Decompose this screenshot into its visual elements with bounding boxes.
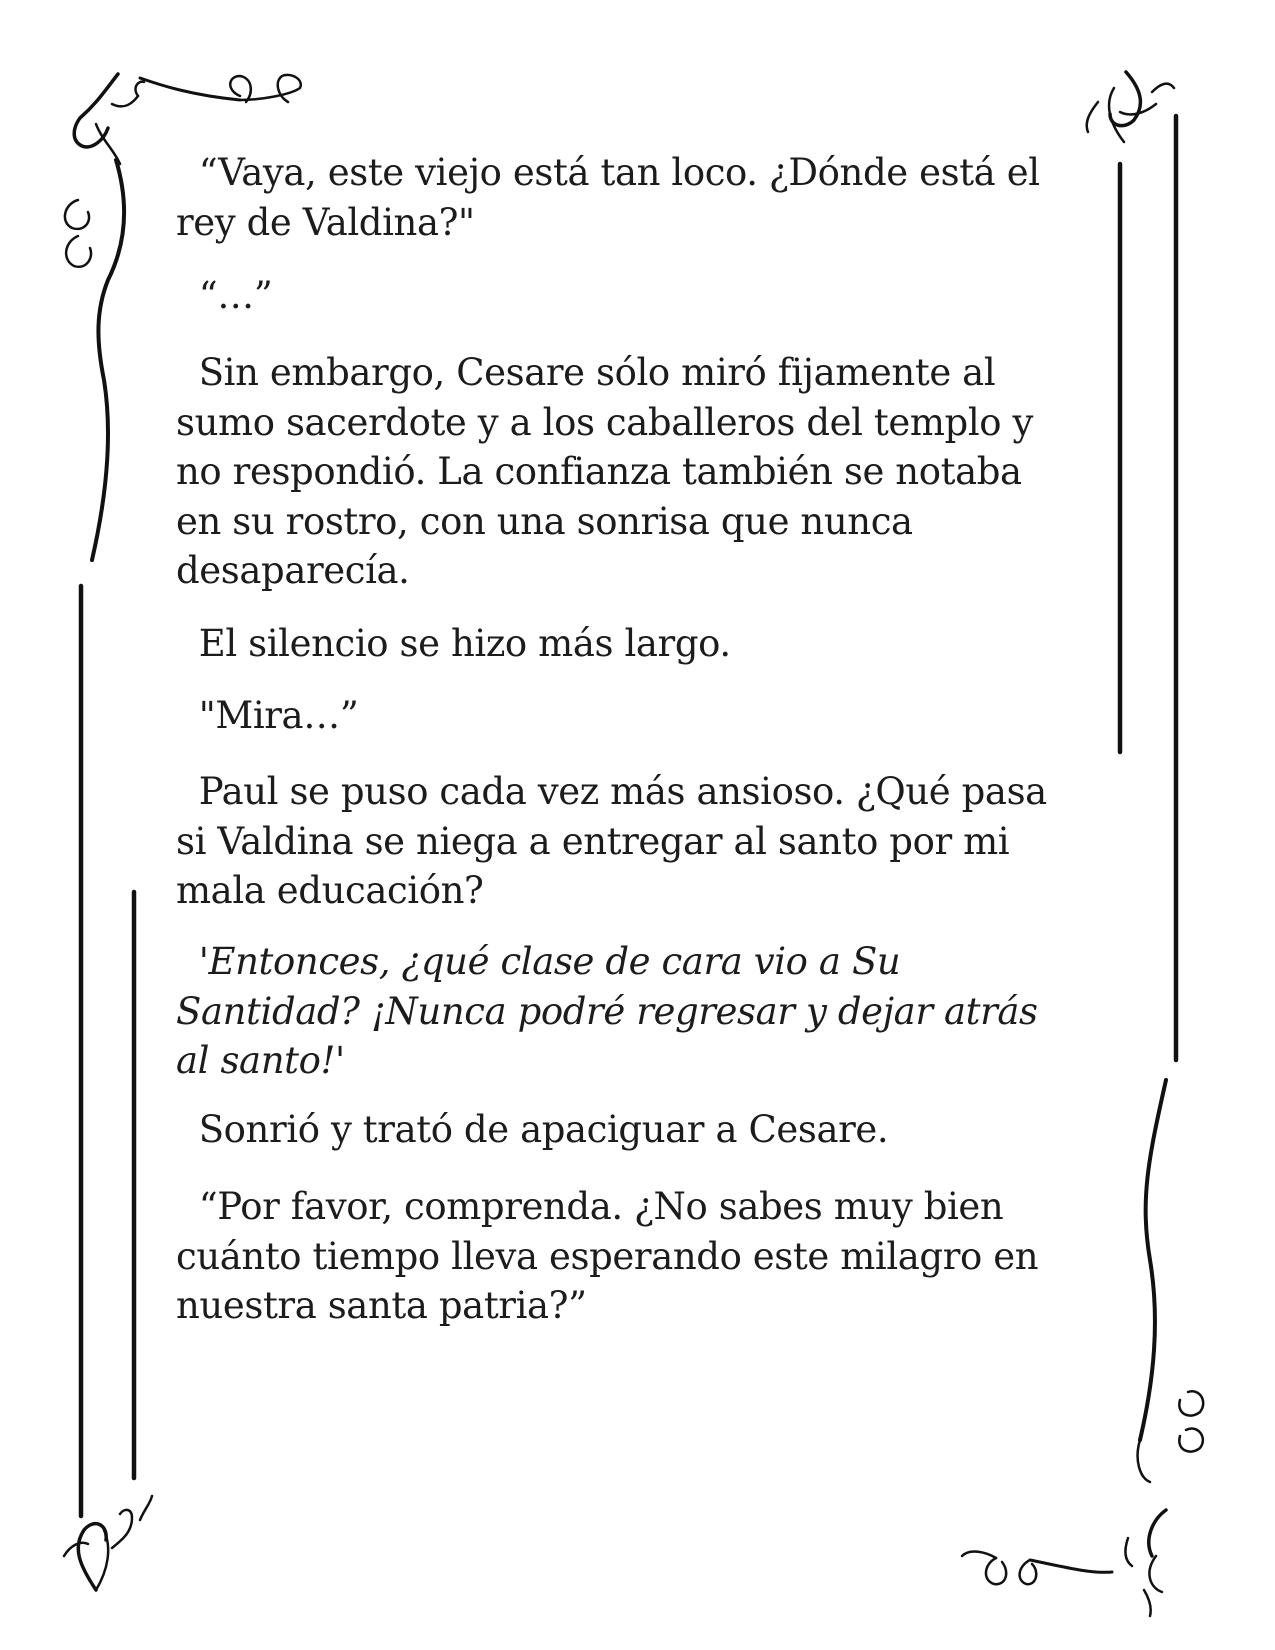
- paragraph-9: “Por favor, comprenda. ¿No sabes muy bien cuánto tiempo lleva esperando este milagro en nuestra santa patria?”: [176, 1185, 1039, 1327]
- paragraph-2: “…”: [176, 274, 273, 317]
- paragraph-1: “Vaya, este viejo está tan loco. ¿Dónde está el rey de Valdina?": [176, 151, 1040, 244]
- bottom-right-flourish-ornament: [962, 1080, 1203, 1616]
- paragraph-6: Paul se puso cada vez más ansioso. ¿Qué pasa si Valdina se niega a entregar al santo por mi mala educación?: [176, 770, 1047, 912]
- bottom-left-flourish-ornament: [64, 1496, 152, 1590]
- paragraph-5: "Mira…”: [176, 694, 359, 737]
- paragraph-8: Sonrió y trató de apaciguar a Cesare.: [176, 1108, 889, 1151]
- paragraph-7: 'Entonces, ¿qué clase de cara vio a Su Santidad? ¡Nunca podré regresar y dejar atrás al santo!': [176, 940, 1038, 1082]
- paragraph-4: El silencio se hizo más largo.: [176, 622, 731, 665]
- paragraph-3: Sin embargo, Cesare sólo miró fijamente al sumo sacerdote y a los caballeros del templo y no respondió. La confianza también se notaba en su rostro, con una sonrisa que nunca desaparecía.: [176, 351, 1034, 592]
- top-right-flourish-ornament: [1087, 72, 1174, 142]
